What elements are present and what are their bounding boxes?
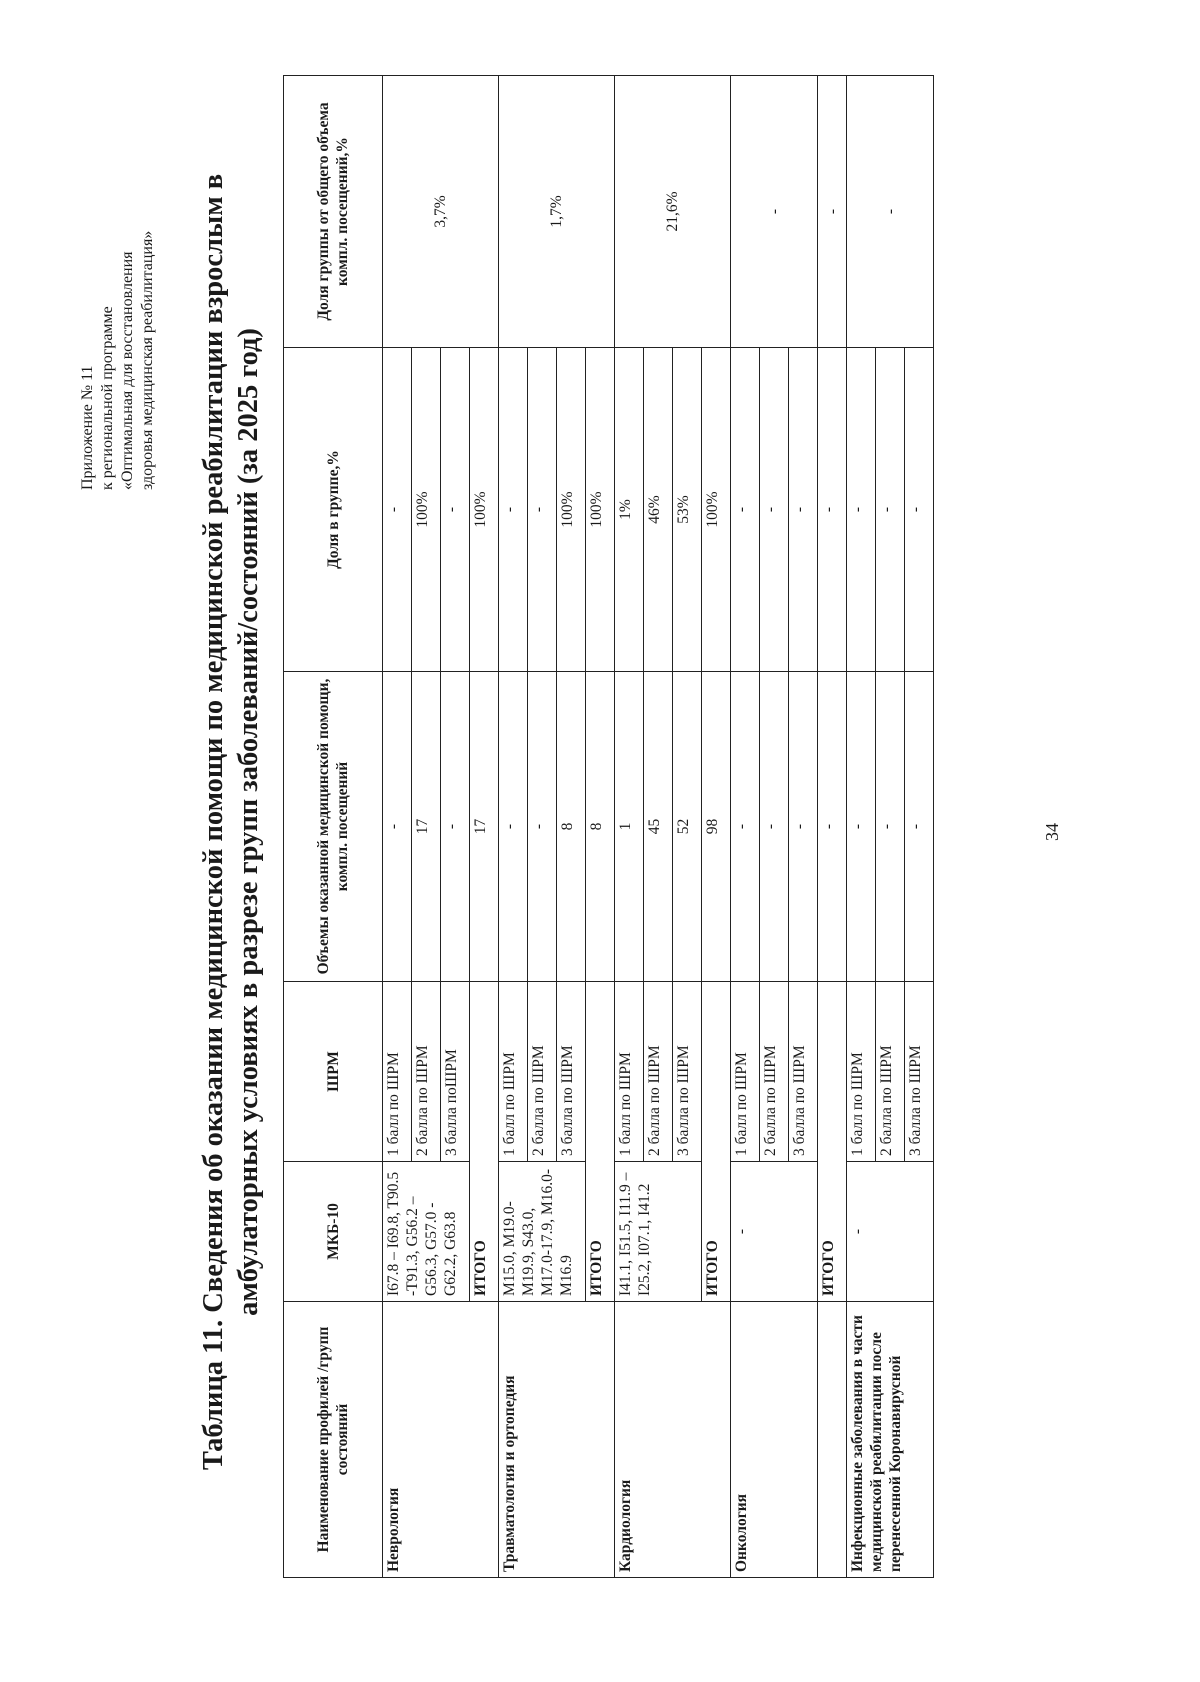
profile-name: Кардиология <box>615 1302 731 1578</box>
volume-cell: 98 <box>702 672 731 982</box>
volume-cell: - <box>818 672 847 982</box>
header-volume: Объемы оказанной медицинской помощи, компл. посещений <box>284 672 383 982</box>
appendix-line: Приложение № 11 <box>79 365 96 490</box>
share-cell: 100% <box>557 348 586 672</box>
share-cell: 1% <box>615 348 644 672</box>
share-cell: - <box>441 348 470 672</box>
share-total-cell: - <box>731 76 818 348</box>
volume-cell: 8 <box>586 672 615 982</box>
total-label: ИТОГО <box>470 982 499 1302</box>
share-cell: 46% <box>644 348 673 672</box>
profile-name: Травматология и ортопедия <box>499 1302 615 1578</box>
volume-cell: - <box>789 672 818 982</box>
share-cell: - <box>528 348 557 672</box>
shrm-cell: 1 балл по ШРМ <box>499 982 528 1162</box>
appendix-header <box>78 70 158 490</box>
profile-name: Инфекционные заболевания в части медицинской реабилитации после перенесенной Коронавирусной <box>847 1302 934 1578</box>
profile-name: Онкология <box>731 1302 818 1578</box>
table-header-row <box>284 76 383 1578</box>
share-total-cell: 21,6% <box>615 76 731 348</box>
volume-cell: 17 <box>470 672 499 982</box>
volume-cell: 1 <box>615 672 644 982</box>
mkb-codes: - <box>847 1162 934 1302</box>
header-profile: Наименование профилей /групп состояний <box>284 1302 383 1578</box>
share-cell: - <box>499 348 528 672</box>
shrm-cell: 3 балла по ШРМ <box>789 982 818 1162</box>
share-cell: 100% <box>586 348 615 672</box>
shrm-cell: 2 балла по ШРМ <box>644 982 673 1162</box>
volume-cell: 45 <box>644 672 673 982</box>
shrm-cell: 2 балла по ШРМ <box>528 982 557 1162</box>
shrm-cell: 2 балла по ШРМ <box>412 982 441 1162</box>
share-cell: - <box>847 348 876 672</box>
volume-cell: - <box>731 672 760 982</box>
table-title <box>196 72 266 1572</box>
share-cell: 100% <box>412 348 441 672</box>
shrm-cell: 1 балл по ШРМ <box>731 982 760 1162</box>
mkb-codes: I41.1, I51.5, I11.9 – I25.2, I07.1, I41.2 <box>615 1162 702 1302</box>
shrm-cell: 3 балла по ШРМ <box>905 982 934 1162</box>
share-total-cell: - <box>847 76 934 348</box>
share-cell: 100% <box>702 348 731 672</box>
volume-cell: 8 <box>557 672 586 982</box>
volume-cell: - <box>499 672 528 982</box>
mkb-codes: M15.0, M19.0-M19.9, S43.0, M17.0-17.9, M16.0-M16.9 <box>499 1162 586 1302</box>
empty-cell <box>818 1302 847 1578</box>
appendix-line: здоровья медицинская реабилитация» <box>139 230 156 490</box>
share-cell: - <box>789 348 818 672</box>
share-cell: - <box>905 348 934 672</box>
volume-cell: 17 <box>412 672 441 982</box>
volume-cell: - <box>528 672 557 982</box>
volume-cell: - <box>847 672 876 982</box>
shrm-cell: 1 балл по ШРМ <box>383 982 412 1162</box>
volume-cell: - <box>760 672 789 982</box>
share-cell: - <box>731 348 760 672</box>
share-cell: - <box>876 348 905 672</box>
share-total-cell: - <box>818 76 847 348</box>
appendix-line: «Оптимальная для восстановления <box>119 251 136 490</box>
table-row <box>383 76 412 1578</box>
total-label: ИТОГО <box>702 982 731 1302</box>
shrm-cell: 3 балла по ШРМ <box>557 982 586 1162</box>
shrm-cell: 2 балла по ШРМ <box>760 982 789 1162</box>
share-total-cell: 3,7% <box>383 76 499 348</box>
volume-cell: - <box>383 672 412 982</box>
table-row <box>499 76 528 1578</box>
profile-name: Неврология <box>383 1302 499 1578</box>
page-number: 34 <box>1042 823 1062 841</box>
header-mkb: МКБ-10 <box>284 1162 383 1302</box>
mkb-codes: - <box>731 1162 818 1302</box>
shrm-cell: 3 балла по ШРМ <box>673 982 702 1162</box>
volume-cell: - <box>441 672 470 982</box>
share-cell: - <box>383 348 412 672</box>
volume-cell: 52 <box>673 672 702 982</box>
total-label: ИТОГО <box>586 982 615 1302</box>
share-cell: - <box>760 348 789 672</box>
title-line: Таблица 11. Сведения об оказании медицинской помощи по медицинской реабилитации взрослым в <box>198 173 229 1471</box>
table-row <box>615 76 644 1578</box>
table-row <box>847 76 876 1578</box>
header-share-in-group: Доля в группе,% <box>284 348 383 672</box>
appendix-line: к региональной программе <box>99 306 116 490</box>
share-cell: 100% <box>470 348 499 672</box>
header-share-total: Доля группы от общего объема компл. посещений,% <box>284 76 383 348</box>
title-line: амбулаторных условиях в разрезе групп заболеваний/состояний (за 2025 год) <box>233 328 264 1316</box>
header-shrm: ШРМ <box>284 982 383 1162</box>
rehab-table <box>283 75 934 1578</box>
share-total-cell: 1,7% <box>499 76 615 348</box>
shrm-cell: 1 балл по ШРМ <box>615 982 644 1162</box>
table-row-total <box>818 76 847 1578</box>
share-cell: 53% <box>673 348 702 672</box>
shrm-cell: 2 балла по ШРМ <box>876 982 905 1162</box>
share-cell: - <box>818 348 847 672</box>
shrm-cell: 3 балла поШРМ <box>441 982 470 1162</box>
volume-cell: - <box>905 672 934 982</box>
mkb-codes: I67.8 – I69.8, T90.5 -T91.3, G56.2 – G56.3, G57.0 -G62.2, G63.8 <box>383 1162 470 1302</box>
total-label: ИТОГО <box>818 982 847 1302</box>
volume-cell: - <box>876 672 905 982</box>
shrm-cell: 1 балл по ШРМ <box>847 982 876 1162</box>
table-row <box>731 76 760 1578</box>
